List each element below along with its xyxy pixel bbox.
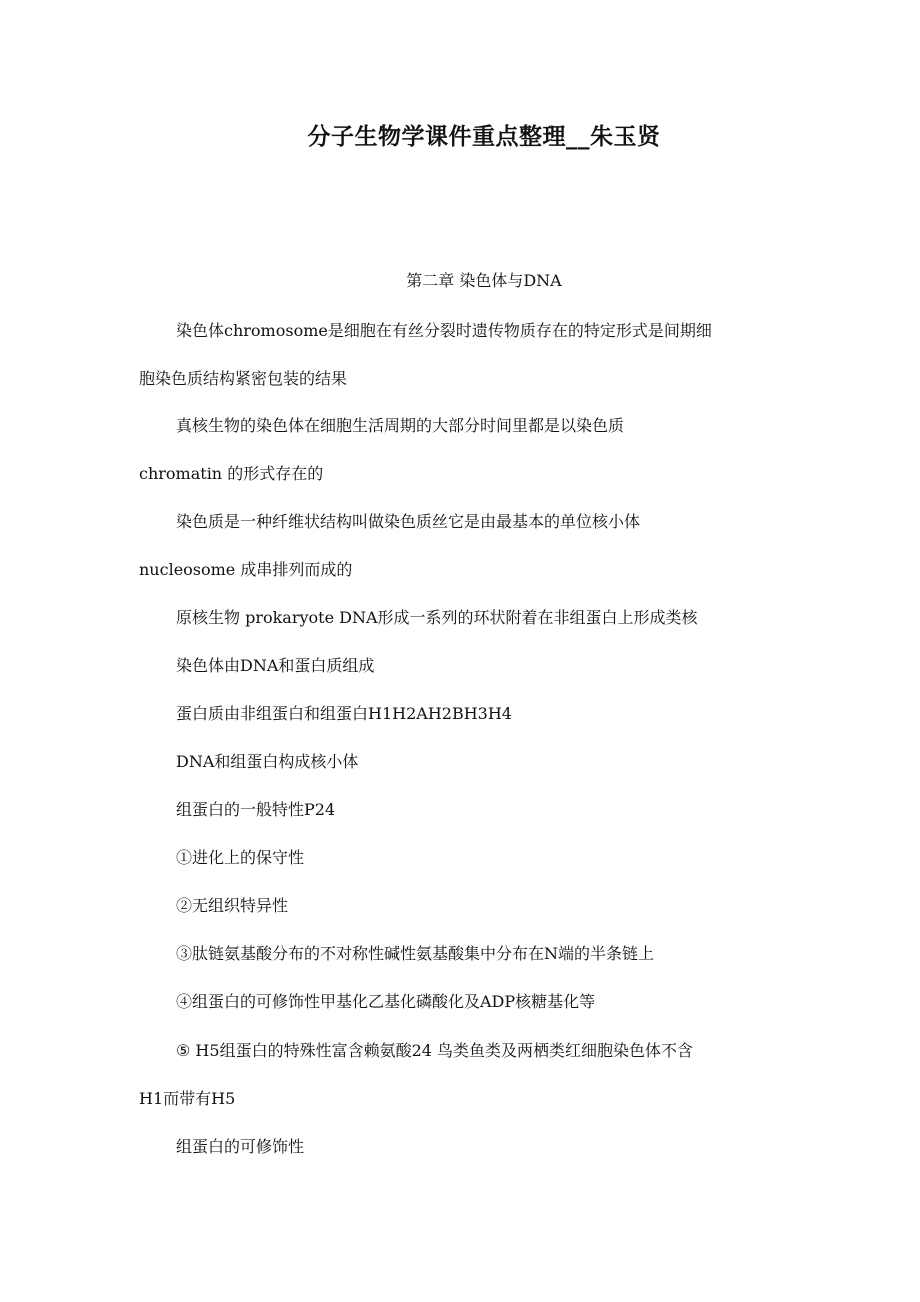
paragraph-line: nucleosome 成串排列而成的 bbox=[139, 560, 353, 579]
paragraph-line: 真核生物的染色体在细胞生活周期的大部分时间里都是以染色质 bbox=[176, 416, 625, 435]
paragraph-line: 组蛋白的可修饰性 bbox=[176, 1137, 305, 1156]
paragraph-line: 染色体chromosome是细胞在有丝分裂时遗传物质存在的特定形式是间期细 bbox=[176, 321, 712, 340]
paragraph-line: 胞染色质结构紧密包装的结果 bbox=[139, 369, 348, 388]
list-item: ②无组织特异性 bbox=[176, 896, 289, 915]
paragraph-line: 染色质是一种纤维状结构叫做染色质丝它是由最基本的单位核小体 bbox=[176, 512, 641, 531]
paragraph-line: 蛋白质由非组蛋白和组蛋白H1H2AH2BH3H4 bbox=[176, 704, 512, 723]
paragraph-line: DNA和组蛋白构成核小体 bbox=[176, 752, 359, 771]
list-item: ③肽链氨基酸分布的不对称性碱性氨基酸集中分布在N端的半条链上 bbox=[176, 944, 655, 963]
list-item: ①进化上的保守性 bbox=[176, 848, 305, 867]
list-item: ⑤ H5组蛋白的特殊性富含赖氨酸24 鸟类鱼类及两栖类红细胞染色体不含 bbox=[176, 1041, 694, 1060]
chapter-heading: 第二章 染色体与DNA bbox=[406, 271, 562, 290]
paragraph-line: H1而带有H5 bbox=[139, 1089, 236, 1108]
list-item: ④组蛋白的可修饰性甲基化乙基化磷酸化及ADP核糖基化等 bbox=[176, 992, 596, 1011]
paragraph-line: 组蛋白的一般特性P24 bbox=[176, 800, 336, 819]
paragraph-line: 染色体由DNA和蛋白质组成 bbox=[176, 656, 375, 675]
paragraph-line: 原核生物 prokaryote DNA形成一系列的环状附着在非组蛋白上形成类核 bbox=[176, 608, 698, 627]
document-title: 分子生物学课件重点整理__朱玉贤 bbox=[307, 123, 661, 150]
paragraph-line: chromatin 的形式存在的 bbox=[139, 464, 324, 483]
